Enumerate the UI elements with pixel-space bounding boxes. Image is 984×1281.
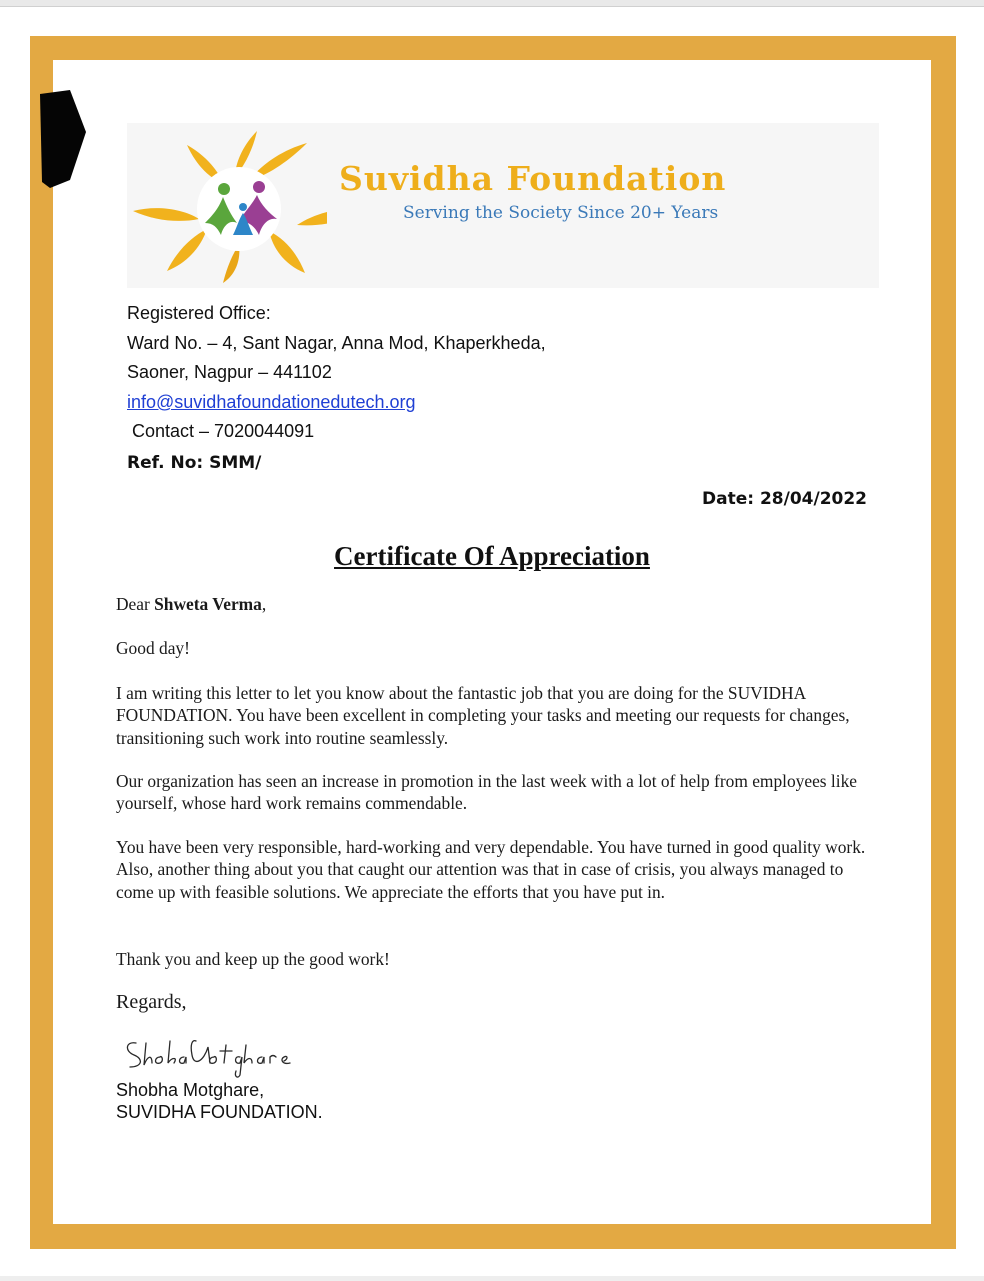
salutation-suffix: , (261, 594, 267, 614)
greeting: Good day! (116, 638, 190, 658)
foundation-logo-emblem (127, 123, 327, 288)
letter-date: Date: 28/04/2022 (702, 489, 868, 509)
address-line-2: Saoner, Nagpur – 441102 (127, 362, 332, 382)
email-link[interactable]: info@suvidhafoundationedutech.org (127, 392, 416, 412)
certificate-title: Certificate Of Appreciation (334, 541, 650, 571)
handwritten-signature (122, 1035, 302, 1079)
regards: Regards, (116, 991, 187, 1013)
closing-line: Thank you and keep up the good work! (116, 949, 390, 969)
signer-name: Shobha Motghare, (116, 1080, 265, 1100)
salutation (116, 593, 876, 615)
recipient-name: Shweta Verma (154, 594, 262, 614)
registered-office-label: Registered Office: (127, 303, 271, 323)
bookmark-tab-icon (40, 88, 88, 190)
top-edge-strip (0, 0, 984, 7)
body-paragraph-3: You have been very responsible, hard-working and very dependable. You have turned in good quality work. Also, another thing about you that caught our attention was that in case of crisis, you always managed to come up with feasible solutions. We appreciate the efforts that you have put in. (116, 837, 866, 902)
bottom-edge-strip (0, 1276, 984, 1281)
address-line-1: Ward No. – 4, Sant Nagar, Anna Mod, Khaperkheda, (127, 333, 546, 353)
body-paragraph-2: Our organization has seen an increase in promotion in the last week with a lot of help from employees like yourself, whose hard work remains commendable. (116, 771, 857, 814)
organization-name: Suvidha Foundation (339, 159, 727, 198)
salutation-prefix: Dear (116, 594, 155, 614)
reference-number: Ref. No: SMM/ (127, 453, 262, 473)
organization-tagline: Serving the Society Since 20+ Years (403, 203, 719, 223)
letterhead-logo (127, 123, 879, 288)
contact-number: Contact – 7020044091 (132, 421, 315, 441)
signer-organization: SUVIDHA FOUNDATION. (116, 1102, 323, 1122)
body-paragraph-1: I am writing this letter to let you know about the fantastic job that you are doing for the SUVIDHA FOUNDATION. You have been excellent in completing your tasks and meeting our requests for changes, transitioning such work into routine seamlessly. (116, 683, 850, 748)
